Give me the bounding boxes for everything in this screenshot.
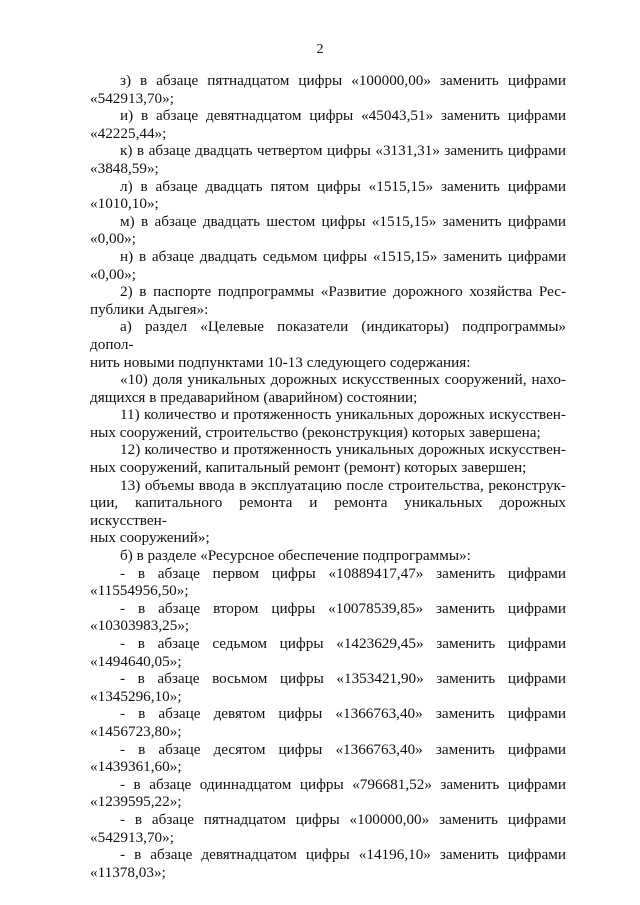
text-line: л) в абзаце двадцать пятом цифры «1515,15» заменить цифрами <box>120 177 566 195</box>
text-line: - в абзаце пятнадцатом цифры «100000,00» заменить цифрами <box>120 810 566 828</box>
text-line: б) в разделе «Ресурсное обеспечение подпрограммы»: <box>120 547 471 565</box>
text-line: и) в абзаце девятнадцатом цифры «45043,51» заменить цифрами <box>120 107 566 125</box>
text-line: «0,00»; <box>90 230 136 248</box>
text-line: «542913,70»; <box>90 89 174 107</box>
text-line: к) в абзаце двадцать четвертом цифры «3131,31» заменить цифрами <box>120 142 566 160</box>
text-line: «10303983,25»; <box>90 617 190 635</box>
text-line: «542913,70»; <box>90 828 174 846</box>
text-line: - в абзаце седьмом цифры «1423629,45» заменить цифрами <box>120 635 566 652</box>
text-line: н) в абзаце двадцать седьмом цифры «1515,15» заменить цифрами <box>120 247 566 265</box>
text-line: «1010,10»; <box>90 195 159 213</box>
text-line: ции, капитального ремонта и ремонта уникальных дорожных искусствен- <box>90 494 566 529</box>
text-line: 13) объемы ввода в эксплуатацию после строительства, реконструк- <box>120 476 566 494</box>
text-line: - в абзаце девятнадцатом цифры «14196,10» заменить цифрами <box>120 846 566 864</box>
text-line: ных сооружений, строительство (реконструкция) которых завершена; <box>90 423 541 441</box>
text-line: ных сооружений, капитальный ремонт (ремонт) которых завершен; <box>90 459 527 477</box>
text-line: - в абзаце восьмом цифры «1353421,90» заменить цифрами <box>120 670 566 688</box>
document-body <box>90 72 566 881</box>
text-line: - в абзаце первом цифры «10889417,47» заменить цифрами <box>120 564 566 582</box>
text-line: - в абзаце девятом цифры «1366763,40» заменить цифрами <box>120 705 566 723</box>
text-line: ных сооружений»; <box>90 529 210 547</box>
text-line: - в абзаце десятом цифры «1366763,40» заменить цифрами <box>120 740 566 758</box>
text-line: «1345296,10»; <box>90 687 182 705</box>
text-line: м) в абзаце двадцать шестом цифры «1515,15» заменить цифрами <box>120 212 566 230</box>
text-line: 2) в паспорте подпрограммы «Развитие дорожного хозяйства Рес- <box>120 283 566 301</box>
text-line: публики Адыгея»: <box>90 300 209 318</box>
text-line: - в абзаце одиннадцатом цифры «796681,52» заменить цифрами <box>120 775 566 793</box>
text-line: «42225,44»; <box>90 124 167 142</box>
page-number: 2 <box>316 42 324 57</box>
text-line: «11554956,50»; <box>90 582 189 600</box>
text-line: «1456723,80»; <box>90 722 182 740</box>
text-line: «3848,59»; <box>90 159 159 177</box>
text-line: 12) количество и протяженность уникальных дорожных искусствен- <box>120 441 566 459</box>
text-line: «10) доля уникальных дорожных искусственных сооружений, нахо- <box>120 371 566 389</box>
text-line: а) раздел «Целевые показатели (индикаторы) подпрограммы» допол- <box>90 318 566 353</box>
text-line: дящихся в предаварийном (аварийном) состоянии; <box>90 388 418 406</box>
text-line: «11378,03»; <box>90 863 166 881</box>
text-line: «1494640,05»; <box>90 652 182 670</box>
text-line: 11) количество и протяженность уникальных дорожных искусствен- <box>120 406 566 424</box>
text-line: нить новыми подпунктами 10-13 следующего содержания: <box>90 353 471 371</box>
text-line: «1239595,22»; <box>90 793 182 811</box>
text-line: - в абзаце втором цифры «10078539,85» заменить цифрами <box>120 599 566 617</box>
text-line: «1439361,60»; <box>90 758 182 776</box>
text-line: з) в абзаце пятнадцатом цифры «100000,00» заменить цифрами <box>120 72 566 89</box>
text-line: «0,00»; <box>90 265 136 283</box>
